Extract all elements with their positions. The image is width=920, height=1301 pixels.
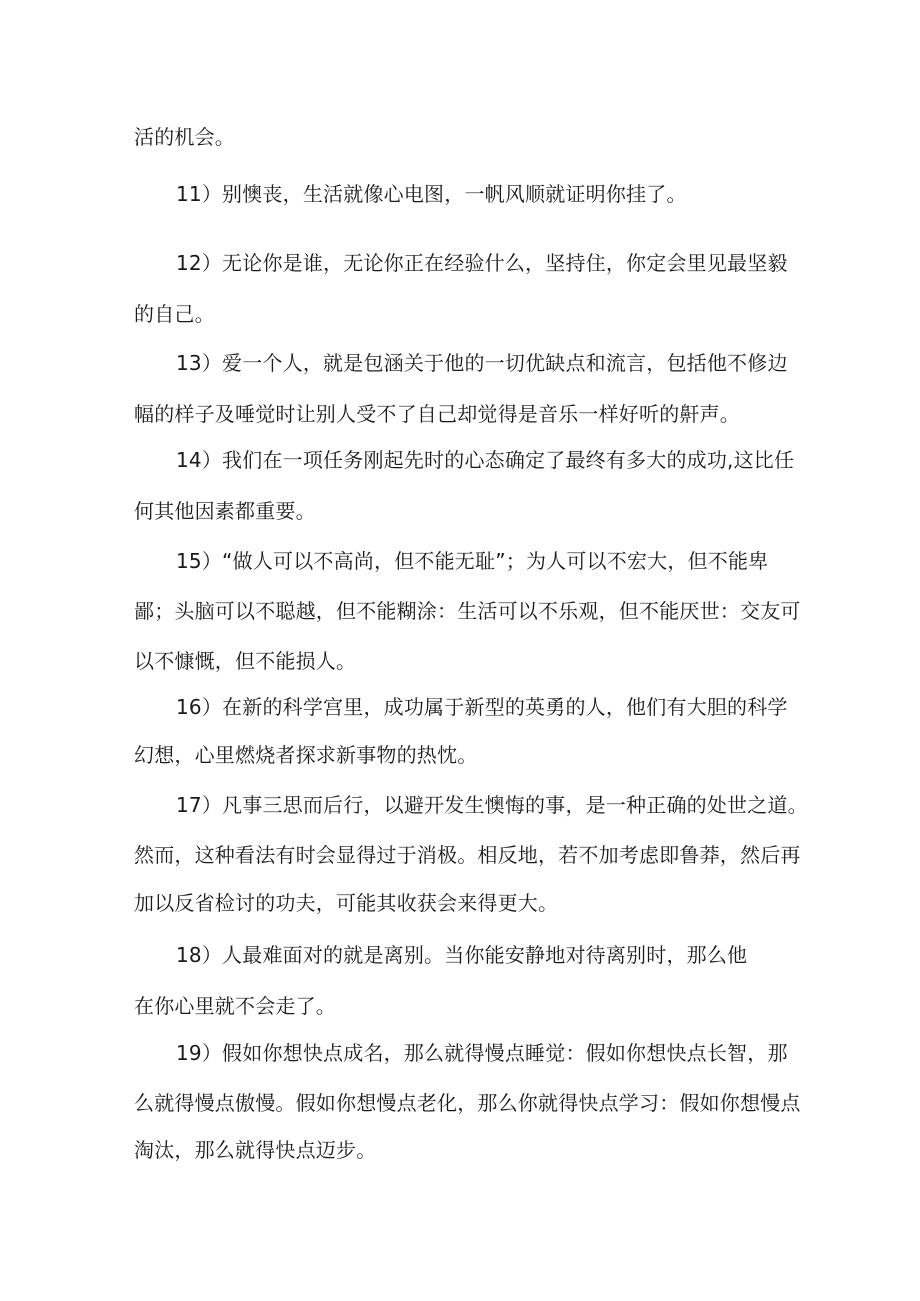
- text-line: 幅的样子及唾觉时让别人受不了自己却觉得是音乐一样好听的鼾声。: [134, 402, 740, 426]
- text-line: 鄙；头脑可以不聪越，但不能糊涂：生活可以不乐观，但不能厌世：交友可: [134, 599, 801, 623]
- text-line: 11）别懊丧，生活就像心电图，一帆风顺就证明你挂了。: [176, 182, 687, 206]
- text-line: 16）在新的科学宫里，成功属于新型的英勇的人，他们有大胆的科学: [176, 695, 788, 719]
- text-line: 然而，这种看法有时会显得过于消极。相反地，若不加考虑即鲁莽，然后再: [134, 843, 801, 867]
- text-line: 的自己。: [134, 302, 215, 326]
- text-line: 以不慷慨，但不能损人。: [134, 649, 357, 673]
- text-line: 淘汰，那么就得快点迈步。: [134, 1138, 377, 1162]
- text-line: 15）“做人可以不高尚，但不能无耻”；为人可以不宏大，但不能卑: [176, 549, 769, 573]
- text-line: 加以反省检讨的功夫，可能其收获会来得更大。: [134, 891, 559, 915]
- text-line: 何其他因素都重要。: [134, 499, 316, 523]
- text-line: 17）凡事三思而后行，以避开发生懊悔的事，是一种正确的处世之道。: [176, 793, 808, 817]
- text-line: 13）爱一个人，就是包涵关于他的一切优缺点和流言，包括他不修边: [176, 351, 788, 375]
- text-line: 么就得慢点傲慢。假如你想慢点老化，那么你就得快点学习：假如你想慢点: [134, 1091, 801, 1115]
- text-line: 14）我们在一项任务刚起先时的心态确定了最终有多大的成功,这比任: [176, 448, 795, 472]
- text-line: 19）假如你想快点成名，那么就得慢点睡觉：假如你想快点长智，那: [176, 1041, 788, 1065]
- text-line: 幻想，心里燃烧者探求新事物的热忱。: [134, 743, 478, 767]
- text-line: 活的机会。: [134, 125, 235, 149]
- text-line: 在你心里就不会走了。: [134, 994, 336, 1018]
- text-line: 18）人最难面对的就是离别。当你能安静地对待离别时，那么他: [176, 943, 748, 967]
- text-line: 12）无论你是谁，无论你正在经验什么，坚持住，你定会里见最坚毅: [176, 251, 788, 275]
